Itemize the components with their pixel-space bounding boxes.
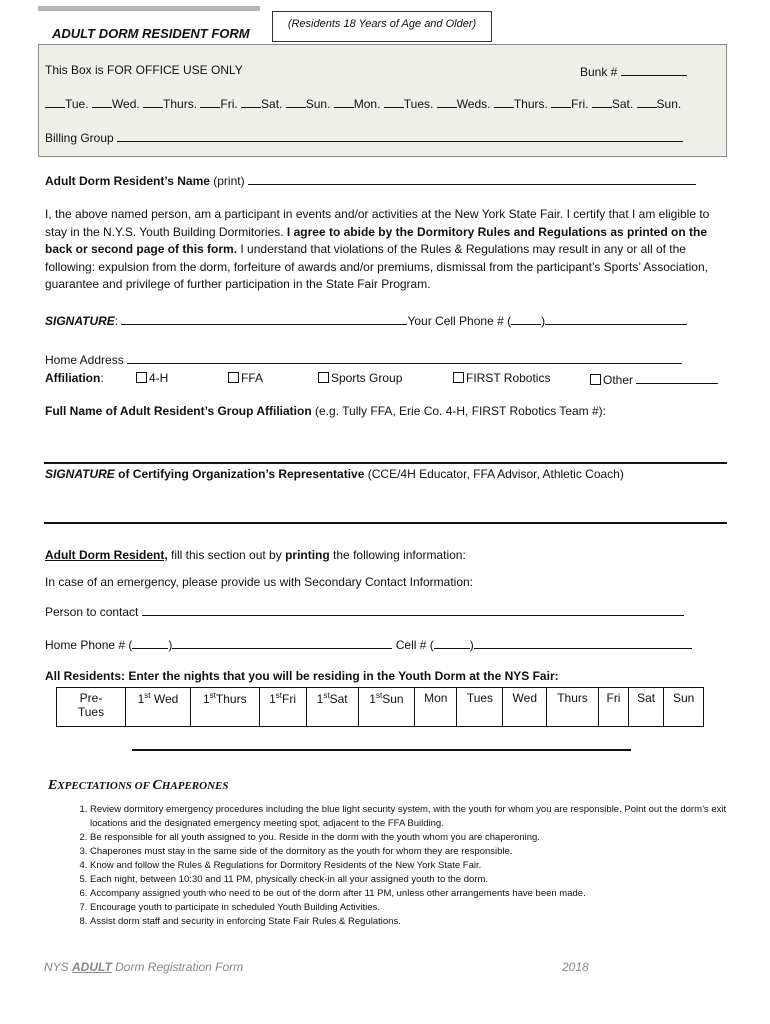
nights-table [56, 687, 704, 727]
billing-group-field[interactable]: Billing Group [45, 129, 683, 145]
office-day-1[interactable]: Wed. [92, 97, 143, 111]
emergency-note: In case of an emergency, please provide us with Secondary Contact Information: [45, 575, 474, 589]
night-1st-fri[interactable]: 1stFri [259, 688, 306, 727]
certification-statement: I, the above named person, am a participant in events and/or activities at the New York State Fair. I certify that I am eligible to stay in the N.Y.S. Youth Building Dormitories. I agree to abide by the Dormitory Rules and Regulations as printed on the back or second page of this form. I understand that violations of the Rules & Regulations may result in any or all of the following: expulsion from the dorm, forfeiture of awards and/or premiums, dismissal from the participant’s Sports’ Association, guarantee and privilege of further participation in the State Fair Program. [45, 207, 710, 291]
night-fri[interactable]: Fri [598, 688, 628, 727]
night-wed[interactable]: Wed [503, 688, 547, 727]
affiliation-other-checkbox[interactable]: Other [590, 371, 718, 387]
signature-row[interactable]: SIGNATURE: Your Cell Phone # ( ) [45, 312, 687, 328]
night-pre-tues[interactable]: Pre- Tues [57, 688, 126, 727]
expectation-item: 1. Review dormitory emergency procedures including the blue light security system, with the youth for whom you are responsible. Point out the dorm’s exit locations and the designated emergency meeting spot, adjacent to the FFA Building. [90, 803, 760, 831]
expectations-list [58, 803, 760, 929]
expectation-item: 8. Assist dorm staff and security in enforcing State Fair Rules & Regulations. [90, 915, 760, 929]
office-day-3[interactable]: Fri. [200, 97, 241, 111]
cert-signature-line[interactable] [44, 522, 727, 524]
resident-name-field[interactable]: Adult Dorm Resident’s Name (print) [45, 172, 696, 188]
office-day-2[interactable]: Thurs. [143, 97, 200, 111]
group-affiliation-line[interactable] [44, 462, 727, 464]
night-1st-sat[interactable]: 1stSat [306, 688, 358, 727]
expectation-item: 5. Each night, between 10:30 and 11 PM, physically check-in all your assigned youth to the dorm. [90, 873, 760, 887]
night-sun[interactable]: Sun [664, 688, 704, 727]
office-day-4[interactable]: Sat. [241, 97, 286, 111]
nights-title: All Residents: Enter the nights that you will be residing in the Youth Dorm at the NYS Fair: [45, 669, 559, 683]
expectation-item: 2. Be responsible for all youth assigned to you. Reside in the dorm with the youth whom you are chaperoning. [90, 831, 760, 845]
office-days-row [45, 95, 681, 111]
footer-form-name: NYS ADULT Dorm Registration Form [44, 960, 244, 974]
person-to-contact-field[interactable]: Person to contact [45, 603, 684, 619]
expectation-item: 4. Know and follow the Rules & Regulations for Dormitory Residents of the New York State Fair. [90, 859, 760, 873]
office-day-6[interactable]: Mon. [334, 97, 384, 111]
night-1st-wed[interactable]: 1st Wed [126, 688, 191, 727]
office-use-box [38, 44, 727, 157]
office-day-10[interactable]: Fri. [551, 97, 592, 111]
affiliation-ffa-checkbox[interactable]: FFA [228, 371, 263, 385]
expectations-title: EXPECTATIONS OF CHAPERONES [48, 778, 229, 793]
affiliation-sports-checkbox[interactable]: Sports Group [318, 371, 402, 385]
office-day-5[interactable]: Sun. [286, 97, 334, 111]
separator-line [132, 749, 631, 751]
expectation-item: 3. Chaperones must stay in the same side of the dormitory as the youth for whom they are responsible. [90, 845, 760, 859]
night-1st-thurs[interactable]: 1stThurs [190, 688, 259, 727]
form-title: ADULT DORM RESIDENT FORM [52, 26, 250, 41]
office-day-7[interactable]: Tues. [384, 97, 437, 111]
header-bar [38, 6, 260, 11]
affiliation-row: Affiliation: [45, 371, 104, 385]
home-address-field[interactable]: Home Address [45, 351, 682, 367]
age-note: (Residents 18 Years of Age and Older) [272, 11, 492, 42]
night-thurs[interactable]: Thurs [547, 688, 599, 727]
office-day-12[interactable]: Sun. [637, 97, 682, 111]
expectation-item: 6. Accompany assigned youth who need to be out of the dorm after 11 PM, unless other arrangements have been made. [90, 887, 760, 901]
bunk-field[interactable]: Bunk # [580, 63, 687, 79]
night-tues[interactable]: Tues [457, 688, 503, 727]
phone-row[interactable]: Home Phone # ( ) Cell # ( ) [45, 636, 692, 652]
expectation-item: 7. Encourage youth to participate in scheduled Youth Building Activities. [90, 901, 760, 915]
office-day-11[interactable]: Sat. [592, 97, 637, 111]
info-instructions: Adult Dorm Resident, fill this section out by printing the following information: [45, 548, 466, 562]
office-label: This Box is FOR OFFICE USE ONLY [45, 63, 243, 77]
footer-year: 2018 [562, 960, 589, 974]
office-day-9[interactable]: Thurs. [494, 97, 551, 111]
office-day-8[interactable]: Weds. [437, 97, 494, 111]
night-sat[interactable]: Sat [629, 688, 664, 727]
office-day-0[interactable]: Tue. [45, 97, 92, 111]
affiliation-robotics-checkbox[interactable]: FIRST Robotics [453, 371, 550, 385]
group-affiliation-label: Full Name of Adult Resident’s Group Affiliation (e.g. Tully FFA, Erie Co. 4-H, FIRST Robotics Team #): [45, 404, 606, 418]
affiliation-4h-checkbox[interactable]: 4-H [136, 371, 168, 385]
night-mon[interactable]: Mon [415, 688, 457, 727]
cert-signature-label: SIGNATURE of Certifying Organization’s Representative (CCE/4H Educator, FFA Advisor, Athletic Coach) [45, 467, 624, 481]
night-1st-sun[interactable]: 1stSun [358, 688, 415, 727]
